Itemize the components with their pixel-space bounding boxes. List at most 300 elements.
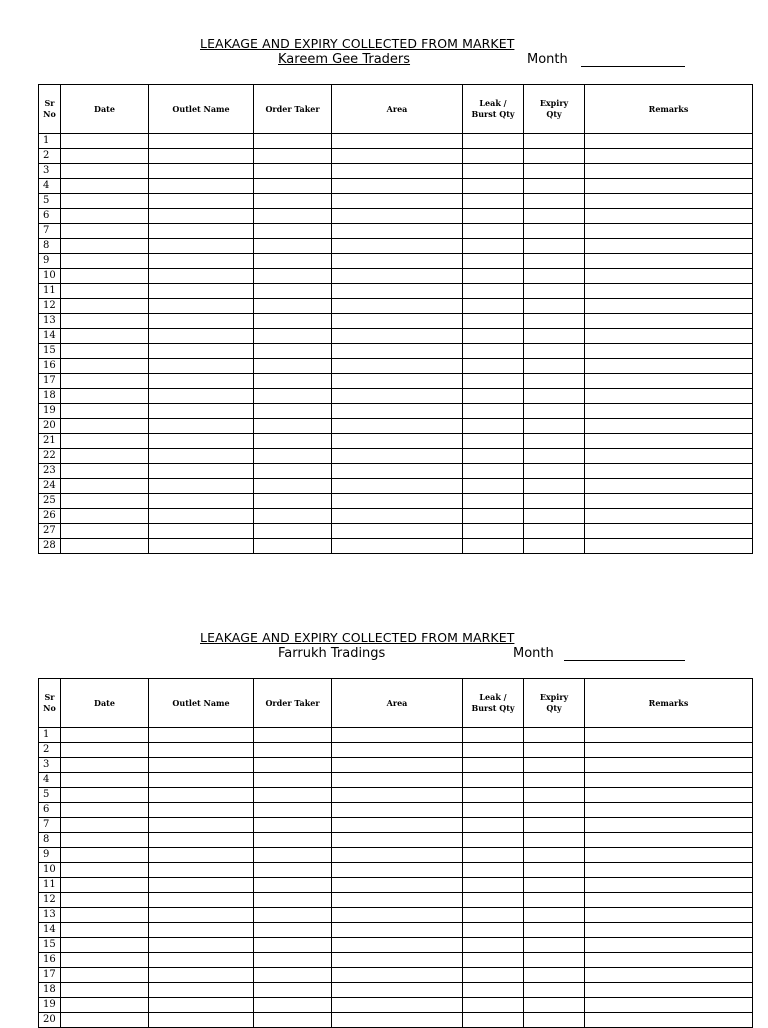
- date-cell[interactable]: [61, 284, 149, 299]
- order-taker-cell[interactable]: [254, 464, 332, 479]
- order-taker-cell[interactable]: [254, 434, 332, 449]
- outlet-name-cell[interactable]: [149, 344, 254, 359]
- area-cell[interactable]: [332, 389, 463, 404]
- area-cell[interactable]: [332, 539, 463, 554]
- area-cell[interactable]: [332, 524, 463, 539]
- expiry-qty-cell[interactable]: [524, 848, 585, 863]
- order-taker-cell[interactable]: [254, 494, 332, 509]
- area-cell[interactable]: [332, 908, 463, 923]
- outlet-name-cell[interactable]: [149, 449, 254, 464]
- remarks-cell[interactable]: [585, 788, 753, 803]
- leak-burst-qty-cell[interactable]: [463, 893, 524, 908]
- remarks-cell[interactable]: [585, 968, 753, 983]
- date-cell[interactable]: [61, 818, 149, 833]
- date-cell[interactable]: [61, 314, 149, 329]
- outlet-name-cell[interactable]: [149, 923, 254, 938]
- outlet-name-cell[interactable]: [149, 389, 254, 404]
- leak-burst-qty-cell[interactable]: [463, 788, 524, 803]
- area-cell[interactable]: [332, 224, 463, 239]
- remarks-cell[interactable]: [585, 863, 753, 878]
- area-cell[interactable]: [332, 254, 463, 269]
- outlet-name-cell[interactable]: [149, 524, 254, 539]
- leak-burst-qty-cell[interactable]: [463, 404, 524, 419]
- order-taker-cell[interactable]: [254, 758, 332, 773]
- expiry-qty-cell[interactable]: [524, 494, 585, 509]
- remarks-cell[interactable]: [585, 878, 753, 893]
- leak-burst-qty-cell[interactable]: [463, 998, 524, 1013]
- leak-burst-qty-cell[interactable]: [463, 938, 524, 953]
- leak-burst-qty-cell[interactable]: [463, 953, 524, 968]
- area-cell[interactable]: [332, 509, 463, 524]
- expiry-qty-cell[interactable]: [524, 524, 585, 539]
- remarks-cell[interactable]: [585, 134, 753, 149]
- remarks-cell[interactable]: [585, 479, 753, 494]
- area-cell[interactable]: [332, 833, 463, 848]
- leak-burst-qty-cell[interactable]: [463, 863, 524, 878]
- remarks-cell[interactable]: [585, 179, 753, 194]
- expiry-qty-cell[interactable]: [524, 314, 585, 329]
- remarks-cell[interactable]: [585, 149, 753, 164]
- leak-burst-qty-cell[interactable]: [463, 494, 524, 509]
- expiry-qty-cell[interactable]: [524, 209, 585, 224]
- area-cell[interactable]: [332, 818, 463, 833]
- outlet-name-cell[interactable]: [149, 239, 254, 254]
- area-cell[interactable]: [332, 359, 463, 374]
- order-taker-cell[interactable]: [254, 164, 332, 179]
- leak-burst-qty-cell[interactable]: [463, 479, 524, 494]
- outlet-name-cell[interactable]: [149, 938, 254, 953]
- month-input-line[interactable]: [564, 660, 685, 661]
- order-taker-cell[interactable]: [254, 389, 332, 404]
- order-taker-cell[interactable]: [254, 179, 332, 194]
- leak-burst-qty-cell[interactable]: [463, 923, 524, 938]
- order-taker-cell[interactable]: [254, 803, 332, 818]
- order-taker-cell[interactable]: [254, 878, 332, 893]
- outlet-name-cell[interactable]: [149, 878, 254, 893]
- area-cell[interactable]: [332, 923, 463, 938]
- leak-burst-qty-cell[interactable]: [463, 134, 524, 149]
- outlet-name-cell[interactable]: [149, 758, 254, 773]
- area-cell[interactable]: [332, 299, 463, 314]
- outlet-name-cell[interactable]: [149, 953, 254, 968]
- leak-burst-qty-cell[interactable]: [463, 359, 524, 374]
- order-taker-cell[interactable]: [254, 329, 332, 344]
- area-cell[interactable]: [332, 314, 463, 329]
- leak-burst-qty-cell[interactable]: [463, 968, 524, 983]
- order-taker-cell[interactable]: [254, 743, 332, 758]
- leak-burst-qty-cell[interactable]: [463, 758, 524, 773]
- date-cell[interactable]: [61, 209, 149, 224]
- outlet-name-cell[interactable]: [149, 209, 254, 224]
- remarks-cell[interactable]: [585, 374, 753, 389]
- leak-burst-qty-cell[interactable]: [463, 803, 524, 818]
- area-cell[interactable]: [332, 878, 463, 893]
- expiry-qty-cell[interactable]: [524, 998, 585, 1013]
- expiry-qty-cell[interactable]: [524, 389, 585, 404]
- outlet-name-cell[interactable]: [149, 149, 254, 164]
- date-cell[interactable]: [61, 833, 149, 848]
- order-taker-cell[interactable]: [254, 344, 332, 359]
- outlet-name-cell[interactable]: [149, 848, 254, 863]
- date-cell[interactable]: [61, 758, 149, 773]
- remarks-cell[interactable]: [585, 923, 753, 938]
- date-cell[interactable]: [61, 374, 149, 389]
- expiry-qty-cell[interactable]: [524, 239, 585, 254]
- area-cell[interactable]: [332, 149, 463, 164]
- outlet-name-cell[interactable]: [149, 818, 254, 833]
- outlet-name-cell[interactable]: [149, 299, 254, 314]
- leak-burst-qty-cell[interactable]: [463, 524, 524, 539]
- date-cell[interactable]: [61, 134, 149, 149]
- leak-burst-qty-cell[interactable]: [463, 833, 524, 848]
- outlet-name-cell[interactable]: [149, 788, 254, 803]
- date-cell[interactable]: [61, 359, 149, 374]
- outlet-name-cell[interactable]: [149, 728, 254, 743]
- order-taker-cell[interactable]: [254, 968, 332, 983]
- order-taker-cell[interactable]: [254, 209, 332, 224]
- area-cell[interactable]: [332, 953, 463, 968]
- order-taker-cell[interactable]: [254, 938, 332, 953]
- order-taker-cell[interactable]: [254, 728, 332, 743]
- expiry-qty-cell[interactable]: [524, 449, 585, 464]
- outlet-name-cell[interactable]: [149, 224, 254, 239]
- remarks-cell[interactable]: [585, 254, 753, 269]
- order-taker-cell[interactable]: [254, 419, 332, 434]
- area-cell[interactable]: [332, 194, 463, 209]
- leak-burst-qty-cell[interactable]: [463, 224, 524, 239]
- leak-burst-qty-cell[interactable]: [463, 179, 524, 194]
- date-cell[interactable]: [61, 743, 149, 758]
- outlet-name-cell[interactable]: [149, 374, 254, 389]
- date-cell[interactable]: [61, 479, 149, 494]
- remarks-cell[interactable]: [585, 359, 753, 374]
- date-cell[interactable]: [61, 194, 149, 209]
- date-cell[interactable]: [61, 953, 149, 968]
- expiry-qty-cell[interactable]: [524, 773, 585, 788]
- outlet-name-cell[interactable]: [149, 803, 254, 818]
- area-cell[interactable]: [332, 788, 463, 803]
- expiry-qty-cell[interactable]: [524, 818, 585, 833]
- leak-burst-qty-cell[interactable]: [463, 419, 524, 434]
- leak-burst-qty-cell[interactable]: [463, 149, 524, 164]
- expiry-qty-cell[interactable]: [524, 464, 585, 479]
- leak-burst-qty-cell[interactable]: [463, 449, 524, 464]
- date-cell[interactable]: [61, 968, 149, 983]
- remarks-cell[interactable]: [585, 803, 753, 818]
- outlet-name-cell[interactable]: [149, 998, 254, 1013]
- expiry-qty-cell[interactable]: [524, 938, 585, 953]
- remarks-cell[interactable]: [585, 818, 753, 833]
- order-taker-cell[interactable]: [254, 953, 332, 968]
- date-cell[interactable]: [61, 998, 149, 1013]
- expiry-qty-cell[interactable]: [524, 134, 585, 149]
- outlet-name-cell[interactable]: [149, 329, 254, 344]
- area-cell[interactable]: [332, 983, 463, 998]
- area-cell[interactable]: [332, 743, 463, 758]
- leak-burst-qty-cell[interactable]: [463, 344, 524, 359]
- expiry-qty-cell[interactable]: [524, 539, 585, 554]
- order-taker-cell[interactable]: [254, 923, 332, 938]
- date-cell[interactable]: [61, 788, 149, 803]
- date-cell[interactable]: [61, 863, 149, 878]
- expiry-qty-cell[interactable]: [524, 344, 585, 359]
- area-cell[interactable]: [332, 179, 463, 194]
- outlet-name-cell[interactable]: [149, 404, 254, 419]
- date-cell[interactable]: [61, 164, 149, 179]
- date-cell[interactable]: [61, 419, 149, 434]
- area-cell[interactable]: [332, 863, 463, 878]
- area-cell[interactable]: [332, 773, 463, 788]
- remarks-cell[interactable]: [585, 209, 753, 224]
- outlet-name-cell[interactable]: [149, 968, 254, 983]
- date-cell[interactable]: [61, 848, 149, 863]
- area-cell[interactable]: [332, 1013, 463, 1028]
- remarks-cell[interactable]: [585, 224, 753, 239]
- outlet-name-cell[interactable]: [149, 464, 254, 479]
- area-cell[interactable]: [332, 758, 463, 773]
- leak-burst-qty-cell[interactable]: [463, 284, 524, 299]
- month-input-line[interactable]: [581, 66, 685, 67]
- outlet-name-cell[interactable]: [149, 359, 254, 374]
- outlet-name-cell[interactable]: [149, 983, 254, 998]
- date-cell[interactable]: [61, 803, 149, 818]
- order-taker-cell[interactable]: [254, 893, 332, 908]
- expiry-qty-cell[interactable]: [524, 953, 585, 968]
- expiry-qty-cell[interactable]: [524, 743, 585, 758]
- date-cell[interactable]: [61, 524, 149, 539]
- order-taker-cell[interactable]: [254, 983, 332, 998]
- leak-burst-qty-cell[interactable]: [463, 848, 524, 863]
- remarks-cell[interactable]: [585, 908, 753, 923]
- expiry-qty-cell[interactable]: [524, 863, 585, 878]
- area-cell[interactable]: [332, 344, 463, 359]
- expiry-qty-cell[interactable]: [524, 284, 585, 299]
- outlet-name-cell[interactable]: [149, 269, 254, 284]
- area-cell[interactable]: [332, 164, 463, 179]
- area-cell[interactable]: [332, 998, 463, 1013]
- remarks-cell[interactable]: [585, 728, 753, 743]
- outlet-name-cell[interactable]: [149, 179, 254, 194]
- expiry-qty-cell[interactable]: [524, 419, 585, 434]
- area-cell[interactable]: [332, 464, 463, 479]
- area-cell[interactable]: [332, 329, 463, 344]
- area-cell[interactable]: [332, 938, 463, 953]
- remarks-cell[interactable]: [585, 389, 753, 404]
- expiry-qty-cell[interactable]: [524, 893, 585, 908]
- area-cell[interactable]: [332, 374, 463, 389]
- order-taker-cell[interactable]: [254, 254, 332, 269]
- order-taker-cell[interactable]: [254, 524, 332, 539]
- leak-burst-qty-cell[interactable]: [463, 314, 524, 329]
- date-cell[interactable]: [61, 728, 149, 743]
- remarks-cell[interactable]: [585, 494, 753, 509]
- leak-burst-qty-cell[interactable]: [463, 1013, 524, 1028]
- expiry-qty-cell[interactable]: [524, 224, 585, 239]
- expiry-qty-cell[interactable]: [524, 299, 585, 314]
- remarks-cell[interactable]: [585, 194, 753, 209]
- leak-burst-qty-cell[interactable]: [463, 329, 524, 344]
- remarks-cell[interactable]: [585, 269, 753, 284]
- date-cell[interactable]: [61, 239, 149, 254]
- outlet-name-cell[interactable]: [149, 164, 254, 179]
- area-cell[interactable]: [332, 848, 463, 863]
- order-taker-cell[interactable]: [254, 479, 332, 494]
- expiry-qty-cell[interactable]: [524, 968, 585, 983]
- leak-burst-qty-cell[interactable]: [463, 269, 524, 284]
- outlet-name-cell[interactable]: [149, 284, 254, 299]
- order-taker-cell[interactable]: [254, 239, 332, 254]
- leak-burst-qty-cell[interactable]: [463, 509, 524, 524]
- leak-burst-qty-cell[interactable]: [463, 743, 524, 758]
- order-taker-cell[interactable]: [254, 284, 332, 299]
- order-taker-cell[interactable]: [254, 134, 332, 149]
- date-cell[interactable]: [61, 269, 149, 284]
- expiry-qty-cell[interactable]: [524, 434, 585, 449]
- date-cell[interactable]: [61, 299, 149, 314]
- area-cell[interactable]: [332, 134, 463, 149]
- expiry-qty-cell[interactable]: [524, 878, 585, 893]
- date-cell[interactable]: [61, 389, 149, 404]
- order-taker-cell[interactable]: [254, 773, 332, 788]
- date-cell[interactable]: [61, 773, 149, 788]
- leak-burst-qty-cell[interactable]: [463, 239, 524, 254]
- expiry-qty-cell[interactable]: [524, 923, 585, 938]
- date-cell[interactable]: [61, 878, 149, 893]
- outlet-name-cell[interactable]: [149, 833, 254, 848]
- order-taker-cell[interactable]: [254, 449, 332, 464]
- date-cell[interactable]: [61, 329, 149, 344]
- remarks-cell[interactable]: [585, 998, 753, 1013]
- order-taker-cell[interactable]: [254, 1013, 332, 1028]
- area-cell[interactable]: [332, 419, 463, 434]
- outlet-name-cell[interactable]: [149, 494, 254, 509]
- remarks-cell[interactable]: [585, 524, 753, 539]
- order-taker-cell[interactable]: [254, 299, 332, 314]
- outlet-name-cell[interactable]: [149, 419, 254, 434]
- date-cell[interactable]: [61, 464, 149, 479]
- order-taker-cell[interactable]: [254, 833, 332, 848]
- area-cell[interactable]: [332, 209, 463, 224]
- remarks-cell[interactable]: [585, 539, 753, 554]
- date-cell[interactable]: [61, 179, 149, 194]
- remarks-cell[interactable]: [585, 284, 753, 299]
- outlet-name-cell[interactable]: [149, 509, 254, 524]
- remarks-cell[interactable]: [585, 983, 753, 998]
- date-cell[interactable]: [61, 149, 149, 164]
- date-cell[interactable]: [61, 923, 149, 938]
- order-taker-cell[interactable]: [254, 314, 332, 329]
- date-cell[interactable]: [61, 509, 149, 524]
- expiry-qty-cell[interactable]: [524, 908, 585, 923]
- date-cell[interactable]: [61, 983, 149, 998]
- outlet-name-cell[interactable]: [149, 194, 254, 209]
- order-taker-cell[interactable]: [254, 863, 332, 878]
- expiry-qty-cell[interactable]: [524, 1013, 585, 1028]
- order-taker-cell[interactable]: [254, 359, 332, 374]
- leak-burst-qty-cell[interactable]: [463, 164, 524, 179]
- area-cell[interactable]: [332, 404, 463, 419]
- leak-burst-qty-cell[interactable]: [463, 728, 524, 743]
- leak-burst-qty-cell[interactable]: [463, 983, 524, 998]
- leak-burst-qty-cell[interactable]: [463, 773, 524, 788]
- outlet-name-cell[interactable]: [149, 254, 254, 269]
- remarks-cell[interactable]: [585, 758, 753, 773]
- leak-burst-qty-cell[interactable]: [463, 254, 524, 269]
- leak-burst-qty-cell[interactable]: [463, 818, 524, 833]
- expiry-qty-cell[interactable]: [524, 728, 585, 743]
- remarks-cell[interactable]: [585, 299, 753, 314]
- expiry-qty-cell[interactable]: [524, 194, 585, 209]
- outlet-name-cell[interactable]: [149, 893, 254, 908]
- expiry-qty-cell[interactable]: [524, 803, 585, 818]
- expiry-qty-cell[interactable]: [524, 509, 585, 524]
- order-taker-cell[interactable]: [254, 269, 332, 284]
- date-cell[interactable]: [61, 434, 149, 449]
- leak-burst-qty-cell[interactable]: [463, 434, 524, 449]
- date-cell[interactable]: [61, 344, 149, 359]
- expiry-qty-cell[interactable]: [524, 179, 585, 194]
- date-cell[interactable]: [61, 494, 149, 509]
- expiry-qty-cell[interactable]: [524, 833, 585, 848]
- outlet-name-cell[interactable]: [149, 1013, 254, 1028]
- order-taker-cell[interactable]: [254, 848, 332, 863]
- order-taker-cell[interactable]: [254, 194, 332, 209]
- order-taker-cell[interactable]: [254, 818, 332, 833]
- remarks-cell[interactable]: [585, 509, 753, 524]
- date-cell[interactable]: [61, 254, 149, 269]
- outlet-name-cell[interactable]: [149, 134, 254, 149]
- date-cell[interactable]: [61, 938, 149, 953]
- order-taker-cell[interactable]: [254, 374, 332, 389]
- remarks-cell[interactable]: [585, 329, 753, 344]
- date-cell[interactable]: [61, 893, 149, 908]
- date-cell[interactable]: [61, 404, 149, 419]
- area-cell[interactable]: [332, 239, 463, 254]
- remarks-cell[interactable]: [585, 419, 753, 434]
- order-taker-cell[interactable]: [254, 224, 332, 239]
- remarks-cell[interactable]: [585, 953, 753, 968]
- remarks-cell[interactable]: [585, 434, 753, 449]
- area-cell[interactable]: [332, 434, 463, 449]
- remarks-cell[interactable]: [585, 848, 753, 863]
- expiry-qty-cell[interactable]: [524, 479, 585, 494]
- expiry-qty-cell[interactable]: [524, 359, 585, 374]
- expiry-qty-cell[interactable]: [524, 983, 585, 998]
- expiry-qty-cell[interactable]: [524, 329, 585, 344]
- order-taker-cell[interactable]: [254, 539, 332, 554]
- remarks-cell[interactable]: [585, 773, 753, 788]
- remarks-cell[interactable]: [585, 164, 753, 179]
- order-taker-cell[interactable]: [254, 509, 332, 524]
- order-taker-cell[interactable]: [254, 998, 332, 1013]
- area-cell[interactable]: [332, 449, 463, 464]
- outlet-name-cell[interactable]: [149, 314, 254, 329]
- date-cell[interactable]: [61, 449, 149, 464]
- leak-burst-qty-cell[interactable]: [463, 194, 524, 209]
- outlet-name-cell[interactable]: [149, 434, 254, 449]
- remarks-cell[interactable]: [585, 449, 753, 464]
- expiry-qty-cell[interactable]: [524, 788, 585, 803]
- expiry-qty-cell[interactable]: [524, 149, 585, 164]
- expiry-qty-cell[interactable]: [524, 164, 585, 179]
- outlet-name-cell[interactable]: [149, 539, 254, 554]
- remarks-cell[interactable]: [585, 743, 753, 758]
- expiry-qty-cell[interactable]: [524, 269, 585, 284]
- area-cell[interactable]: [332, 968, 463, 983]
- order-taker-cell[interactable]: [254, 404, 332, 419]
- date-cell[interactable]: [61, 908, 149, 923]
- area-cell[interactable]: [332, 269, 463, 284]
